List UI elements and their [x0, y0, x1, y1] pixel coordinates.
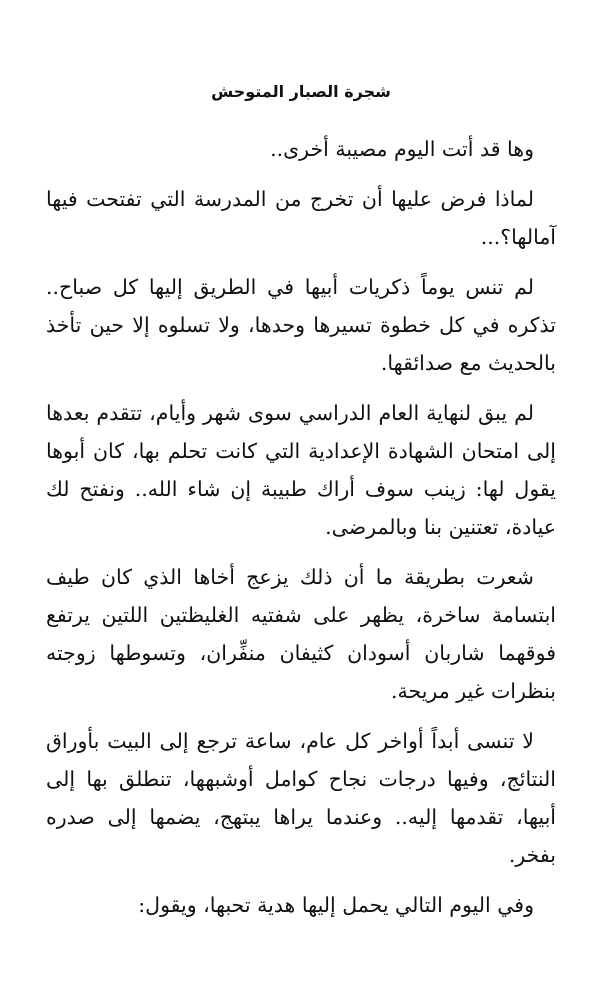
paragraph-2: لماذا فرض عليها أن تخرج من المدرسة التي تفتحت فيها آمالها؟...	[46, 187, 556, 249]
document-body	[46, 130, 556, 924]
paragraph-7: وفي اليوم التالي يحمل إليها هدية تحبها، ويقول:	[138, 893, 534, 917]
paragraph-5: شعرت بطريقة ما أن ذلك يزعج أخاها الذي كان طيف ابتسامة ساخرة، يظهر على شفتيه الغليظتين اللتين يرتفع فوقهما شاربان أسودان كثيفان منفِّران، وتسوطها زوجته بنظرات غير مريحة.	[46, 565, 556, 703]
paragraph-3: لم تنس يوماً ذكريات أبيها في الطريق إليها كل صباح.. تذكره في كل خطوة تسيرها وحدها، ولا تسلوه إلا حين تأخذ بالحديث مع صدائقها.	[46, 275, 556, 375]
paragraph-6: لا تنسى أبداً أواخر كل عام، ساعة ترجع إلى البيت بأوراق النتائج، وفيها درجات نجاح كوامل أوشبهها، تنطلق بها إلى أبيها، تقدمها إليه.. وعندما يراها يبتهج، يضمها إلى صدره بفخر.	[46, 729, 556, 867]
paragraph-1: وها قد أتت اليوم مصيبة أخرى..	[270, 137, 534, 161]
document-title: شجرة الصبار المتوحش	[211, 82, 391, 101]
paragraph-4: لم يبق لنهاية العام الدراسي سوى شهر وأيام، تتقدم بعدها إلى امتحان الشهادة الإعدادية التي كانت تحلم بها، كان أبوها يقول لها: زينب سوف أراك طبيبة إن شاء الله.. ونفتح لك عيادة، تعتنين بنا وبالمرضى.	[46, 401, 556, 539]
